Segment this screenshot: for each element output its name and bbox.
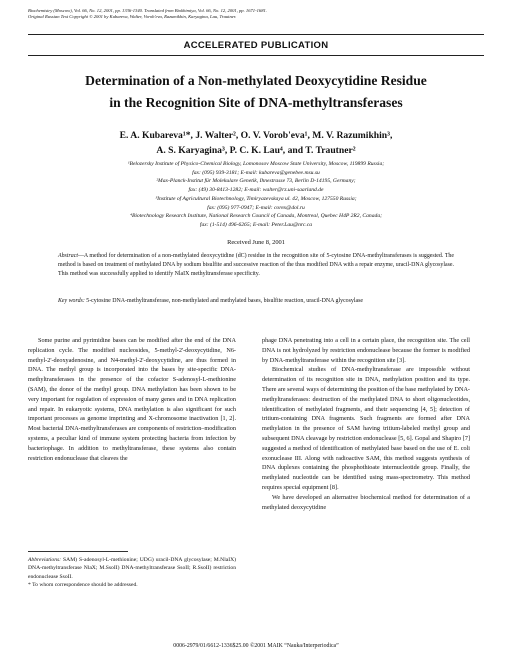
affiliation-4-contact: fax: (1-514) 496-6265; E-mail: Peter.Lau@nrc.ca	[199, 221, 313, 228]
journal-citation: Biochemistry (Moscow), Vol. 66, No. 12, 2001, pp. 1336-1340. Translated from Biokhimiya, Vol. 66, No. 12, 2001, pp. 1671-1681.	[28, 8, 267, 13]
page-footer: 0006-2979/01/6612-1336$25.00 ©2001 MAIK “Nauka/Interperiodica”	[173, 643, 339, 649]
footnote-rule	[28, 551, 128, 552]
affiliations	[78, 160, 434, 230]
header-rule-bottom	[28, 55, 484, 56]
keywords-text: 5-cytosine DNA-methyltransferase, non-methylated and methylated bases, bisulfite reaction, uracil-DNA glycosylase	[84, 298, 364, 304]
body-paragraph: We have developed an alternative biochemical method for determination of a methylated deoxycytidine	[262, 493, 470, 511]
footnotes	[28, 556, 236, 590]
body-paragraph: phage DNA penetrating into a cell in a certain place, the recognition site. The cell DNA is not hydrolyzed by restriction endonuclease because the former is modified by DNA-methyltransferase within the recognition site [3].	[262, 337, 470, 364]
affiliation-3-contact: fax: (095) 977-0947; E-mail: corex@dol.ru	[207, 204, 305, 211]
header-rule-top	[28, 34, 484, 35]
journal-header	[28, 8, 488, 21]
abbreviations-text: SAM) S-adenosyl-L-methionine; UDG) uracil-DNA glycosylase; M.NlaIX) DNA-methyltransferase NlaX; M.SsoII) DNA-methyltransferase SsoII; R.SsoII) restriction endonuclease SsoII.	[28, 557, 236, 580]
body-column-right	[262, 336, 470, 628]
section-label: ACCELERATED PUBLICATION	[183, 40, 329, 51]
correspondence-footnote: * To whom correspondence should be addressed.	[28, 582, 138, 589]
abstract-text: —A method for determination of a non-methylated deoxycytidine (dC) residue in the recognition site of 5-cytosine DNA-methyltransferases is suggested. The method is based on treatment of methylated DNA by sodium bisulfite and successive reaction of the thus modified DNA with a repair enzyme, uracil-DNA glycosylase. This method was successfully applied to identify NlaIX methyltransferase specificity.	[58, 253, 454, 278]
affiliation-4-institution: ⁴Biotechnology Research Institute, National Research Council of Canada, Montreal, Quebec H4P 2R2, Canada;	[130, 213, 382, 220]
keywords-lead: Key words:	[58, 298, 85, 304]
affiliation-4	[78, 212, 434, 229]
article-title	[28, 70, 484, 114]
affiliation-3-institution: ³Institute of Agricultural Biotechnology, Timiryazevskaya ul. 42, Moscow, 127550 Russia;	[155, 195, 357, 202]
authors-line-1: E. A. Kubareva¹*, J. Walter², O. V. Vorob'eva¹, M. V. Razumikhin³,	[119, 130, 393, 141]
affiliation-1-contact: fax: (095) 939-3181; E-mail: kubareva@genebee.msu.su	[192, 169, 320, 176]
abbreviations-lead: Abbreviations:	[28, 557, 62, 563]
abstract-lead: Abstract	[58, 253, 78, 259]
title-line-2: in the Recognition Site of DNA-methyltransferases	[109, 95, 403, 110]
abbreviations-footnote	[28, 556, 236, 581]
affiliation-1	[78, 160, 434, 177]
body-column-left	[28, 336, 236, 548]
affiliation-2	[78, 177, 434, 194]
affiliation-2-institution: ²Max-Planck-Institut für Molekulare Genetik, Ihnestrasse 73, Berlin D-14195, Germany;	[156, 178, 356, 185]
keywords	[58, 297, 454, 306]
affiliation-3	[78, 195, 434, 212]
authors-line-2: A. S. Karyagina³, P. C. K. Lau⁴, and T. Trautner²	[156, 145, 356, 156]
affiliation-2-contact: fax: (49) 30-8413-1282; E-mail: walter@rz.uni-saarland.de	[188, 187, 324, 194]
title-line-1: Determination of a Non-methylated Deoxycytidine Residue	[85, 73, 427, 88]
body-paragraph: Biochemical studies of DNA-methyltransferase are impossible without determination of its recognition site in DNA, methylation position and its type. There are several ways of determining the position of the base methylated by DNA-methyltransferases: destruction of the methylated DNA to short oligonucleotides, identification of methylated fragments, and their sequencing [4, 5]; detection of tritium-containing DNA fragments. Such fragments are formed after DNA methylation in the presence of SAM having tritium-labeled methyl group and subsequent DNA cleavage by restriction endonuclease [5, 6]. Gopal and Shapiro [7] suggested a method of identification of methylated base based on the use of E. coli exonuclease III. Along with radioactive SAM, this method suggests synthesis of DNA duplexes containing the phosphothioate internucleotide group. Finally, the methylated nucleotide can be identified using mass-spectrometry. This method requires special equipment [8].	[262, 366, 470, 491]
received-date: Received June 8, 2001	[227, 239, 285, 246]
copyright-line: Original Russian Text Copyright © 2001 by Kubareva, Walter, Vorob'eva, Razumikhin, Karyagina, Lau, Trautner.	[28, 14, 237, 20]
abstract	[58, 252, 454, 280]
body-paragraph: Some purine and pyrimidine bases can be modified after the end of the DNA replication cycle. The modified nucleosides, 5-methyl-2'-deoxycytidine, N6-methyl-2'-deoxyadenosine, and N4-methyl-2'-deoxycytidine, are thus formed in DNA. The methyl group is incorporated into the bases by site-specific DNA-methyltransferases in the presence of the cofactor S-adenosyl-L-methionine (SAM), the donor of the methyl group. DNA methylation has been shown to be very important for regulation of expression of many genes and in DNA replication and repair. In eukaryotic systems, DNA methylation is also significant for such important processes as genome imprinting and X-chromosome inactivation [1, 2]. Most bacterial DNA-methyltransferases are components of restriction–modification systems, a peculiar kind of immune system protecting bacteria from infection by bacteriophage. In addition to methyltransferase, these systems also contain restriction endonuclease that cleaves the	[28, 337, 236, 462]
author-list	[28, 128, 484, 158]
affiliation-1-institution: ¹Belozersky Institute of Physico-Chemical Biology, Lomonosov Moscow State University, Moscow, 119899 Russia;	[127, 161, 385, 167]
